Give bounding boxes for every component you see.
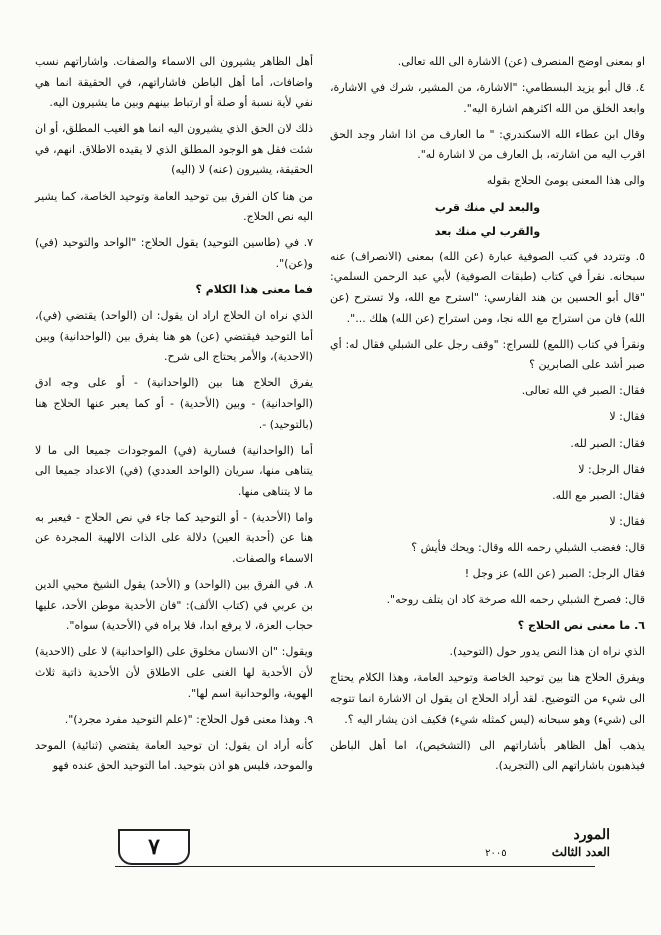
- right-column: [330, 52, 645, 782]
- paragraph: أما (الواحدانية) فسارية (في) الموجودات جميعا الى ما لا يتناهى منها، سريان (الواحد العددي) (في) الاعداد جميعا الى ما لا يتناهى منها.: [35, 443, 313, 498]
- page-number: ٧: [118, 829, 190, 865]
- dialogue-line: قال: فغضب الشبلي رحمه الله وقال: ويحك فأيش ؟: [411, 540, 645, 554]
- section-heading: فما معنى هذا الكلام ؟: [195, 282, 313, 296]
- paragraph: من هنا كان الفرق بين توحيد العامة وتوحيد الخاصة، كما يشير اليه نص الحلاج.: [35, 189, 313, 224]
- paragraph: ويقول: "ان الانسان مخلوق على (الواحدانية) لا على (الاحدية) لأن الأحدية لها الغنى على الاطلاق لأن الأحدية ذاتية ثلاث الهوية، والوحدانية اسم لها".: [35, 645, 313, 700]
- dialogue-line: فقال: الصبر مع الله.: [552, 488, 645, 502]
- paragraph: يذهب أهل الظاهر بأشاراتهم الى (التشخيص)، اما أهل الباطن فيذهبون باشاراتهم الى (التجريد).: [330, 738, 645, 773]
- paragraph: والى هذا المعنى يومئ الحلاج بقوله: [486, 174, 645, 188]
- dialogue-line: فقال: الصبر في الله تعالى.: [521, 384, 645, 398]
- issue-year: ٢٠٠٥: [485, 848, 507, 859]
- dialogue-line: فقال: لا: [609, 514, 645, 528]
- paragraph: وقال ابن عطاء الله الاسكندري: " ما العارف من اذا اشار وجد الحق اقرب اليه من اشارته، بل العارف من لا اشارة له".: [330, 127, 645, 162]
- issue-label: العدد الثالث: [551, 845, 610, 859]
- paragraph: ويفرق الحلاج هنا بين توحيد الخاصة وتوحيد العامة، وهذا الكلام يحتاج الى شيء من التوضيح. لقد أراد الحلاج ان يقول ان الاشارة انما تتوجه الى (شيء) وهو سبحانه (ليس كمثله شيء) فكيف اذن يشار اليه ؟.: [330, 671, 645, 726]
- magazine-masthead: [420, 828, 610, 861]
- paragraph: يفرق الحلاج هنا بين (الواحدانية) - أو على وجه ادق (الواحدانية) - وبين (الأحدية) - أو كما يعبر عنها الحلاج هنا (بالتوحيد) -.: [35, 376, 313, 431]
- paragraph: ٨. في الفرق بين (الواحد) و (الأحد) يقول الشيخ محيي الدين بن عربي في (كتاب الألف): "فان الأحدية موطن الأحد، عليها حجاب العزة، لا يرفع ابدا، فلا يراه في (الأحدية) سواه".: [35, 578, 313, 633]
- paragraph: ونقرأ في كتاب (اللمع) للسراج: "وقف رجل على الشبلي فقال له: أي صبر أشد على الصابرين ؟: [330, 337, 645, 372]
- poem-verse: والبعد لي منك قرب: [434, 200, 541, 214]
- paragraph: ٤. قال أبو يزيد البسطامي: "الاشارة، من المشير، شرك في الاشارة، وابعد الخلق من الله اكثرهم اشارة اليه".: [330, 81, 645, 115]
- paragraph: كأنه أراد ان يقول: ان توحيد العامة يقتضي (ثنائية) الموحد والموحد، فليس هو اذن بتوحيد. اما التوحيد الحق عنده فهو: [35, 738, 313, 773]
- paragraph: ٥. وتتردد في كتب الصوفية عبارة (عن الله) بمعنى (الانصراف) عنه سبحانه. نقرأ في كتاب (طبقات الصوفية) لأبي عبد الرحمن السلمي: "قال أبو الحسين بن هند الفارسي: "استرح مع الله، ولا تسترح (عن الله) فان من استراح مع الله نجا، ومن استراح (عن الله) هلك ...".: [330, 249, 645, 325]
- paragraph: قال: فصرخ الشبلي رحمه الله صرخة كاد ان يتلف روحه".: [386, 593, 645, 607]
- paragraph: ٩. وهذا معنى قول الحلاج: "(علم التوحيد مفرد مجرد)".: [64, 712, 313, 726]
- paragraph: او بمعنى اوضح المنصرف (عن) الاشارة الى الله تعالى.: [397, 55, 645, 68]
- dialogue-line: فقال: لا: [609, 410, 645, 424]
- paragraph: الذي نراه ان الحلاج اراد ان يقول: ان (الواحد) يقتضي (في)، أما التوحيد فيقتضي (عن) هو هنا يفرق بين (الواحدانية) وبين (الاحدية)، والأمر يحتاج الى شرح.: [35, 309, 313, 364]
- paragraph: الذي نراه ان هذا النص يدور حول (التوحيد).: [449, 645, 645, 659]
- magazine-name: المورد: [573, 827, 610, 843]
- paragraph: ٧. في (طاسين التوحيد) يقول الحلاج: "الواحد والتوحيد (في) و(عن)".: [35, 236, 313, 270]
- poem-verse: والقرب لي منك بعد: [434, 225, 541, 239]
- dialogue-line: فقال الرجل: لا: [578, 462, 645, 476]
- dialogue-line: فقال الرجل: الصبر (عن الله) عز وجل !: [464, 566, 645, 580]
- section-heading: ٦. ما معنى نص الحلاج ؟: [517, 619, 645, 633]
- paragraph: واما (الأحدية) - أو التوحيد كما جاء في نص الحلاج - فيعبر به هنا عن (أحدية العين) دلالة على الذات الالهية المجردة عن الاسماء والصفات.: [35, 510, 313, 566]
- dialogue-line: فقال: الصبر لله.: [570, 436, 645, 450]
- left-column: [35, 52, 313, 783]
- paragraph: ذلك لان الحق الذي يشيرون اليه انما هو الغيب المطلق، أو ان شئت فقل هو الوجود المطلق الذي لا يقيده الاطلاق. انهم، في الحقيقة، يشيرون (عنه) لا (اليه): [35, 122, 313, 177]
- paragraph: أهل الظاهر يشيرون الى الاسماء والصفات. واشاراتهم نسب واضافات، أما أهل الباطن فاشاراتهم، في الحقيقة انما هي نفي لأية نسبة أو صلة أو ارتباط بينهم وبين ما يشيرون اليه.: [35, 55, 313, 110]
